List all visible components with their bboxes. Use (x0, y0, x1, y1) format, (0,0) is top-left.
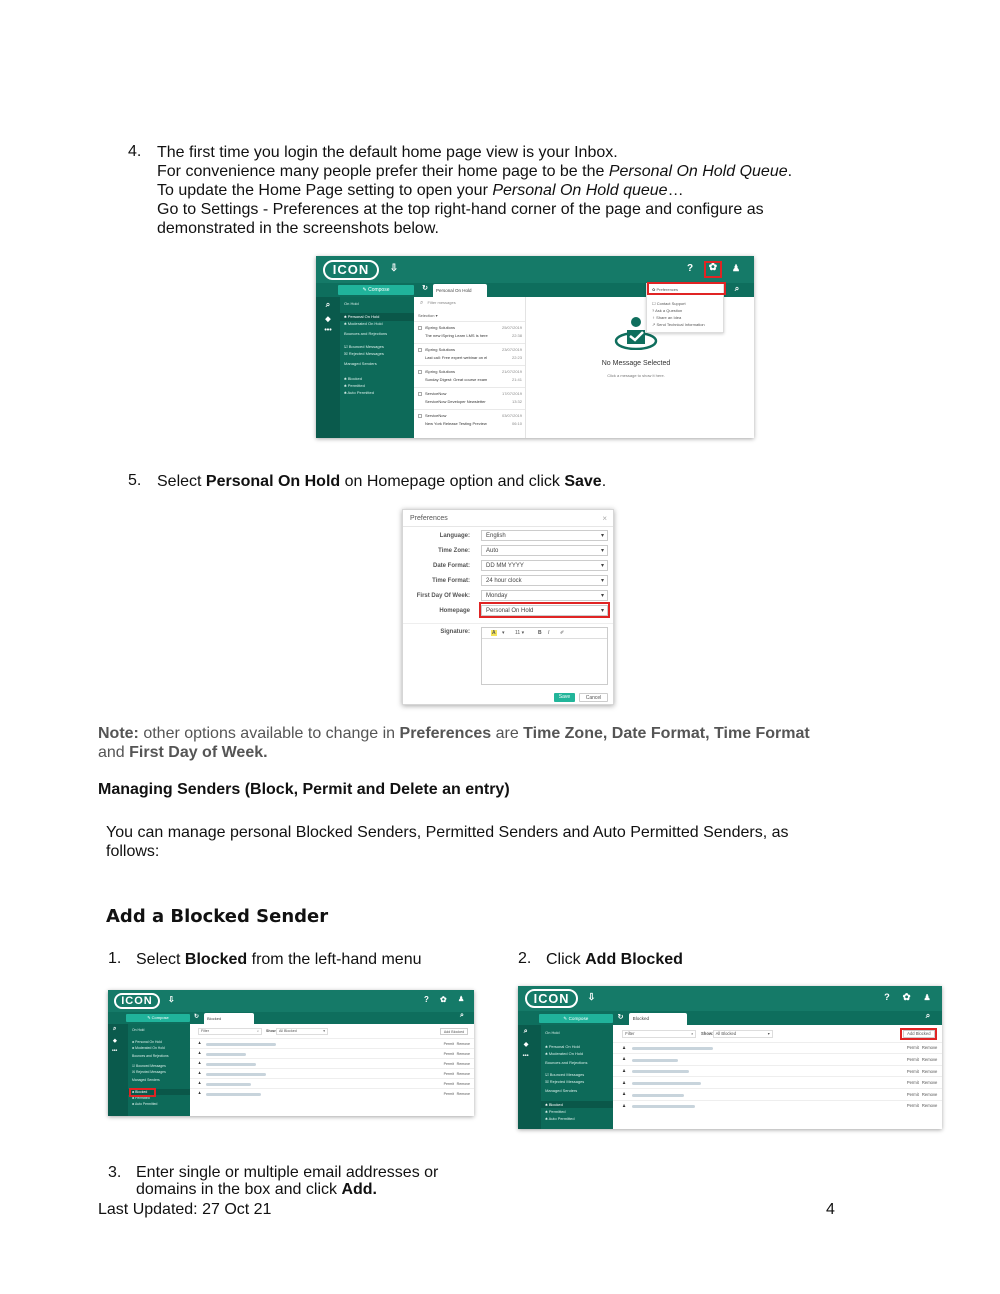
menu-send-technical-info[interactable]: ↗ Send Technical Information (652, 322, 705, 327)
add-blocked-step-3-number: 3. (108, 1164, 122, 1181)
italic-button[interactable]: I (548, 630, 550, 636)
permit-link[interactable]: Permit (906, 1091, 919, 1097)
mail-date: 25/07/2019 (501, 325, 522, 330)
signature-label: Signature: (440, 629, 470, 635)
font-size-button[interactable]: 11 ▾ (515, 630, 525, 636)
permit-link[interactable]: Permit (443, 1051, 454, 1056)
more-rail-icon[interactable]: ••• (112, 1048, 118, 1054)
date-format-select[interactable]: DD MM YYYY ▾ (481, 560, 608, 571)
mail-date: 03/07/2019 (501, 413, 522, 418)
mail-subject: ServiceNow Developer Newsletter (425, 399, 486, 404)
permit-link[interactable]: Permit (443, 1081, 454, 1086)
tab-blocked[interactable]: Blocked (204, 1013, 254, 1024)
add-blocked-button[interactable]: Add Blocked (903, 1030, 935, 1038)
nav-moderated-on-hold[interactable]: ♣ Moderated On Hold (344, 321, 383, 326)
blurred-address (632, 1070, 690, 1073)
mail-subject: New York Release Testing Preview (425, 421, 487, 426)
homepage-select[interactable]: Personal On Hold ▾ (481, 605, 608, 616)
mail-checkbox[interactable] (418, 348, 422, 352)
mail-time: 22:23 (511, 355, 522, 360)
blurred-address (632, 1105, 696, 1108)
blocked-sender-row (190, 1078, 474, 1088)
mail-subject: Last call: Free expert webinar on el (425, 355, 488, 360)
no-message-title: No Message Selected (601, 360, 671, 367)
blocked-content (613, 1025, 942, 1129)
blurred-address (206, 1083, 251, 1086)
nav-bounces[interactable]: Bounces and Rejections (344, 331, 388, 336)
nav-personal-on-hold[interactable]: ♣ Personal On Hold (344, 314, 380, 319)
nav-moderated[interactable]: ♣ Moderated On Hold (132, 1046, 165, 1050)
mail-sender: ServiceNow (425, 391, 447, 396)
step-4-number: 4. (128, 143, 142, 160)
icon-rail (518, 1025, 541, 1129)
nav-blocked[interactable]: ♣ Blocked (344, 376, 362, 381)
tag-rail-icon[interactable]: ◆ (113, 1038, 117, 1044)
mail-list-item[interactable] (414, 343, 525, 365)
language-select[interactable]: English ▾ (481, 530, 608, 541)
date-format-label: Date Format: (432, 563, 470, 569)
search-rail-icon[interactable]: ⌕ (325, 300, 331, 309)
signature-toolbar (482, 628, 607, 639)
message-list (414, 297, 526, 438)
mail-sender: iSpring Solutions (425, 347, 456, 352)
nav-auto-permitted[interactable]: ♣ Auto Permitted (344, 390, 374, 395)
add-blocked-heading: Add a Blocked Sender (106, 906, 329, 927)
no-message-subtitle: Click a message to show it here. (607, 373, 665, 378)
mail-time: 06:10 (511, 421, 522, 426)
help-icon[interactable]: ? (424, 995, 429, 1004)
remove-link[interactable]: Remove (921, 1057, 938, 1063)
blocked-nav-highlight (129, 1088, 156, 1097)
blocked-content (190, 1024, 474, 1116)
managing-intro-line-2: follows: (106, 843, 160, 860)
filter-input[interactable]: Filter ⌕ (198, 1028, 262, 1035)
bold-button[interactable]: B (538, 630, 542, 636)
help-icon[interactable]: ? (686, 263, 694, 274)
nav-auto[interactable]: ♣ Auto Permitted (545, 1115, 575, 1121)
search-icon[interactable]: ⌕ (734, 284, 740, 293)
compose-button[interactable]: ✎ Compose (539, 1014, 613, 1023)
nav-bounced[interactable]: ☑ Bounced Messages (132, 1064, 166, 1068)
step-5-number: 5. (128, 472, 142, 489)
cancel-button[interactable]: Cancel (579, 693, 608, 702)
mail-sender: iSpring Solutions (425, 369, 456, 374)
blurred-address (632, 1059, 678, 1062)
download-icon[interactable]: ⇩ (587, 991, 596, 1002)
step-4-line-5: demonstrated in the screenshots below. (157, 220, 439, 237)
mail-checkbox[interactable] (418, 326, 422, 330)
mail-list-item[interactable] (414, 321, 525, 343)
permit-link[interactable]: Permit (443, 1041, 454, 1046)
remove-link[interactable]: Remove (456, 1081, 470, 1086)
permit-link[interactable]: Permit (906, 1068, 919, 1074)
step-3-line-1: Enter single or multiple email addresses or (136, 1164, 439, 1181)
note-line-1: Note: other options available to change in Preferences are Time Zone, Date Format, Time Format (98, 725, 810, 742)
close-icon[interactable]: × (602, 514, 607, 523)
permit-link[interactable]: Permit (906, 1045, 919, 1051)
compose-button[interactable]: ✎ Compose (126, 1014, 190, 1022)
nav-managed[interactable]: Managed Senders (132, 1078, 160, 1082)
blurred-address (206, 1053, 246, 1056)
user-icon: ♟ (622, 1068, 626, 1074)
font-color-button[interactable]: A (492, 630, 496, 636)
permit-link[interactable]: Permit (443, 1071, 454, 1076)
font-color-caret[interactable]: ▾ (502, 630, 505, 636)
menu-contact-support[interactable]: ☐ Contact Support (652, 301, 686, 306)
remove-link[interactable]: Remove (921, 1068, 938, 1074)
dialog-divider-2 (403, 623, 613, 624)
managing-intro (106, 823, 866, 861)
preferences-dialog (402, 509, 614, 705)
remove-link[interactable]: Remove (456, 1091, 470, 1096)
search-icon[interactable]: ⌕ (925, 1011, 931, 1021)
mail-time: 22:38 (511, 333, 522, 338)
nav-personal[interactable]: ♣ Personal On Hold (132, 1040, 162, 1044)
show-select[interactable]: All Blocked ▾ (276, 1028, 328, 1035)
nav-rejected[interactable]: ☒ Rejected Messages (132, 1070, 166, 1074)
mail-date: 21/07/2019 (501, 369, 522, 374)
refresh-icon[interactable]: ↻ (194, 1014, 200, 1020)
language-label: Language: (439, 533, 470, 539)
show-label: Show: (701, 1031, 714, 1037)
settings-icon[interactable]: ✿ (902, 991, 911, 1002)
mail-sender: ServiceNow (425, 413, 447, 418)
search-rail-icon[interactable]: ⌕ (113, 1026, 117, 1032)
left-navigation (340, 297, 414, 438)
user-icon: ♟ (622, 1056, 626, 1062)
first-day-select[interactable]: Monday ▾ (481, 590, 608, 601)
tag-rail-icon[interactable]: ◆ (523, 1041, 529, 1048)
app-subbar (518, 1011, 942, 1025)
filter-search-icon: ⌕ (420, 300, 424, 306)
nav-permitted[interactable]: ♣ Permitted (344, 383, 365, 388)
nav-rejected-messages[interactable]: ☒ Rejected Messages (344, 351, 384, 356)
menu-share-idea[interactable]: ♀ Share an Idea (652, 315, 682, 320)
mail-time: 21:41 (511, 377, 522, 382)
tab-personal-on-hold[interactable]: Personal On Hold (433, 284, 487, 297)
search-icon[interactable]: ⌕ (460, 1012, 464, 1019)
note-line-2: and First Day of Week. (98, 744, 268, 761)
settings-icon[interactable]: ✿ (440, 995, 447, 1004)
nav-permitted[interactable]: ♣ Permitted (132, 1096, 150, 1100)
refresh-icon[interactable]: ↻ (617, 1013, 624, 1021)
user-icon: ♟ (198, 1041, 202, 1045)
blocked-sender-row (613, 1088, 942, 1100)
refresh-icon[interactable]: ↻ (422, 285, 428, 292)
mail-list-item[interactable] (414, 409, 525, 431)
mail-subject: The new iSpring Learn LMS is here (425, 333, 488, 338)
footer-page-number: 4 (826, 1201, 835, 1218)
user-icon: ♟ (622, 1079, 626, 1085)
step-5-text: Select Personal On Hold on Homepage option and click Save. (157, 473, 607, 490)
show-label: Show: (266, 1029, 277, 1033)
filter-search-icon: ⌕ (256, 1029, 259, 1033)
more-rail-icon[interactable]: ••• (522, 1053, 529, 1060)
timezone-label: Time Zone: (438, 548, 470, 554)
nav-onhold[interactable]: On Hold (545, 1030, 560, 1035)
selection-dropdown[interactable]: Selection ▾ (418, 313, 438, 318)
dialog-title: Preferences (410, 515, 448, 522)
blocked-sender-row (613, 1042, 942, 1054)
blocked-sender-row (190, 1068, 474, 1078)
permit-link[interactable]: Permit (443, 1061, 454, 1066)
blurred-address (632, 1047, 713, 1050)
step-4-text (157, 143, 857, 238)
user-icon: ♟ (198, 1091, 202, 1095)
filter-search-icon: ⌕ (691, 1031, 694, 1036)
time-format-select[interactable]: 24 hour clock ▾ (481, 575, 608, 586)
screenshot-blocked-menu (108, 990, 474, 1116)
signature-editor[interactable] (481, 627, 608, 685)
nav-rejected[interactable]: ☒ Rejected Messages (545, 1078, 585, 1084)
settings-highlight (704, 261, 722, 278)
user-icon: ♟ (198, 1061, 202, 1065)
blocked-sender-row (190, 1038, 474, 1048)
note-paragraph (98, 724, 878, 762)
nav-blocked[interactable]: ♣ Blocked (132, 1090, 148, 1094)
homepage-highlight (479, 602, 610, 618)
add-blocked-step-2-number: 2. (518, 950, 532, 967)
permit-link[interactable]: Permit (906, 1080, 919, 1086)
add-blocked-step-2-text: Click Add Blocked (546, 951, 683, 968)
mail-sender: iSpring Solutions (425, 325, 456, 330)
filter-messages-input[interactable]: ⌕ Filter messages (420, 300, 456, 306)
download-icon[interactable]: ⇩ (389, 263, 399, 274)
screenshot-preferences-menu (316, 256, 754, 438)
user-icon: ♟ (622, 1044, 626, 1050)
step-4-line-4: Go to Settings - Preferences at the top right-hand corner of the page and configure as (157, 201, 764, 218)
dialog-divider (403, 526, 613, 527)
app-subbar (108, 1012, 474, 1024)
step-4-line-3: To update the Home Page setting to open your Personal On Hold queue… (157, 182, 684, 199)
user-icon: ♟ (198, 1081, 202, 1085)
show-select[interactable]: All Blocked ▾ (713, 1030, 773, 1038)
timezone-select[interactable]: Auto ▾ (481, 545, 608, 556)
tab-blocked[interactable]: Blocked (629, 1013, 687, 1026)
remove-link[interactable]: Remove (921, 1103, 938, 1109)
mail-checkbox[interactable] (418, 392, 422, 396)
screenshot-add-blocked (518, 986, 942, 1129)
remove-link[interactable]: Remove (456, 1051, 470, 1056)
nav-managed[interactable]: Managed Senders (545, 1087, 578, 1093)
nav-blocked[interactable]: ♣ Blocked (545, 1101, 563, 1107)
nav-bounces[interactable]: Bounces and Rejections (132, 1054, 169, 1058)
nav-moderated[interactable]: ♣ Moderated On Hold (545, 1050, 584, 1056)
footer-updated: Last Updated: 27 Oct 21 (98, 1201, 272, 1218)
permit-link[interactable]: Permit (906, 1057, 919, 1063)
step-3-line-2: domains in the box and click Add. (136, 1181, 377, 1198)
left-navigation (541, 1025, 613, 1129)
blurred-address (206, 1043, 276, 1046)
nav-bounced[interactable]: ☑ Bounced Messages (545, 1071, 585, 1077)
remove-link[interactable]: Remove (921, 1091, 938, 1097)
mail-subject: Sunday Digest: Great course exam (425, 377, 488, 382)
first-day-label: First Day Of Week: (416, 593, 470, 599)
user-icon: ♟ (622, 1091, 626, 1097)
blocked-sender-row (613, 1100, 942, 1112)
blocked-sender-row (613, 1065, 942, 1077)
user-icon: ♟ (198, 1071, 202, 1075)
add-blocked-highlight (900, 1028, 937, 1041)
tag-rail-icon[interactable]: ◆ (325, 316, 331, 323)
remove-link[interactable]: Remove (921, 1045, 938, 1051)
user-icon[interactable]: ♟ (458, 996, 465, 1003)
blocked-sender-row (190, 1058, 474, 1068)
nav-onhold[interactable]: On Hold (132, 1028, 145, 1032)
mail-time: 13:32 (511, 399, 522, 404)
icon-logo: ICON (114, 993, 160, 1009)
settings-icon[interactable]: ✿ (708, 262, 718, 273)
app-header (316, 256, 754, 283)
user-icon: ♟ (622, 1102, 626, 1108)
step-4-line-2: For convenience many people prefer their home page to be the Personal On Hold Queue. (157, 163, 793, 180)
mail-date: 17/07/2019 (501, 391, 522, 396)
mail-date: 23/07/2019 (501, 347, 522, 352)
nav-on-hold[interactable]: On Hold (344, 301, 359, 306)
more-rail-icon[interactable]: ••• (324, 327, 332, 334)
menu-preferences[interactable]: ✿ Preferences (652, 287, 679, 292)
app-header (108, 990, 474, 1012)
icon-logo: ICON (525, 989, 578, 1008)
filter-input[interactable]: Filter ⌕ (622, 1030, 696, 1038)
blurred-address (206, 1093, 261, 1096)
blurred-address (632, 1094, 684, 1097)
time-format-label: Time Format: (432, 578, 470, 584)
blurred-address (632, 1082, 702, 1085)
add-blocked-button[interactable]: Add Blocked (440, 1028, 468, 1035)
blurred-address (206, 1073, 266, 1076)
mail-list-item[interactable] (414, 365, 525, 387)
mail-checkbox[interactable] (418, 414, 422, 418)
managing-heading: Managing Senders (Block, Permit and Delete an entry) (98, 781, 510, 798)
nav-bounces[interactable]: Bounces and Rejections (545, 1060, 588, 1066)
search-rail-icon[interactable]: ⌕ (523, 1027, 528, 1035)
user-icon[interactable]: ♟ (731, 263, 741, 273)
remove-link[interactable]: Remove (456, 1071, 470, 1076)
add-blocked-step-3-text (136, 1164, 438, 1198)
compose-button[interactable]: ✎ Compose (338, 285, 414, 295)
permit-link[interactable]: Permit (906, 1103, 919, 1109)
icon-rail (108, 1024, 128, 1116)
add-blocked-step-1-number: 1. (108, 950, 122, 967)
nav-personal[interactable]: ♣ Personal On Hold (545, 1043, 580, 1049)
blurred-address (206, 1063, 256, 1066)
left-navigation (128, 1024, 190, 1116)
remove-link[interactable]: Remove (921, 1080, 938, 1086)
permit-link[interactable]: Permit (443, 1091, 454, 1096)
download-icon[interactable]: ⇩ (168, 995, 175, 1004)
remove-link[interactable]: Remove (456, 1041, 470, 1046)
preferences-highlight (647, 282, 726, 295)
app-header (518, 986, 942, 1011)
blocked-sender-row (613, 1076, 942, 1088)
nav-permitted[interactable]: ♣ Permitted (545, 1108, 566, 1114)
step-4-line-1: The first time you login the default home page view is your Inbox. (157, 144, 618, 161)
help-icon[interactable]: ? (884, 991, 890, 1002)
blocked-sender-row (190, 1048, 474, 1058)
mail-checkbox[interactable] (418, 370, 422, 374)
add-blocked-step-1-text: Select Blocked from the left-hand menu (136, 951, 422, 968)
managing-intro-line-1: You can manage personal Blocked Senders, Permitted Senders and Auto Permitted Senders, as (106, 824, 789, 841)
remove-link[interactable]: Remove (456, 1061, 470, 1066)
nav-bounced-messages[interactable]: ☑ Bounced Messages (344, 344, 384, 349)
nav-managed-senders[interactable]: Managed Senders (344, 361, 377, 366)
menu-ask-question[interactable]: ? Ask a Question (652, 308, 683, 313)
save-button[interactable]: Save (554, 693, 575, 702)
icon-logo: ICON (323, 260, 379, 280)
icon-rail (316, 297, 340, 438)
blocked-sender-row (613, 1053, 942, 1065)
clear-format-button[interactable]: ✐ (560, 630, 565, 636)
user-icon: ♟ (198, 1051, 202, 1055)
user-icon[interactable]: ♟ (923, 992, 931, 1002)
blocked-sender-row (190, 1088, 474, 1098)
nav-auto[interactable]: ♣ Auto Permitted (132, 1102, 158, 1106)
mail-list-item[interactable] (414, 387, 525, 409)
homepage-label: Homepage (439, 608, 470, 614)
